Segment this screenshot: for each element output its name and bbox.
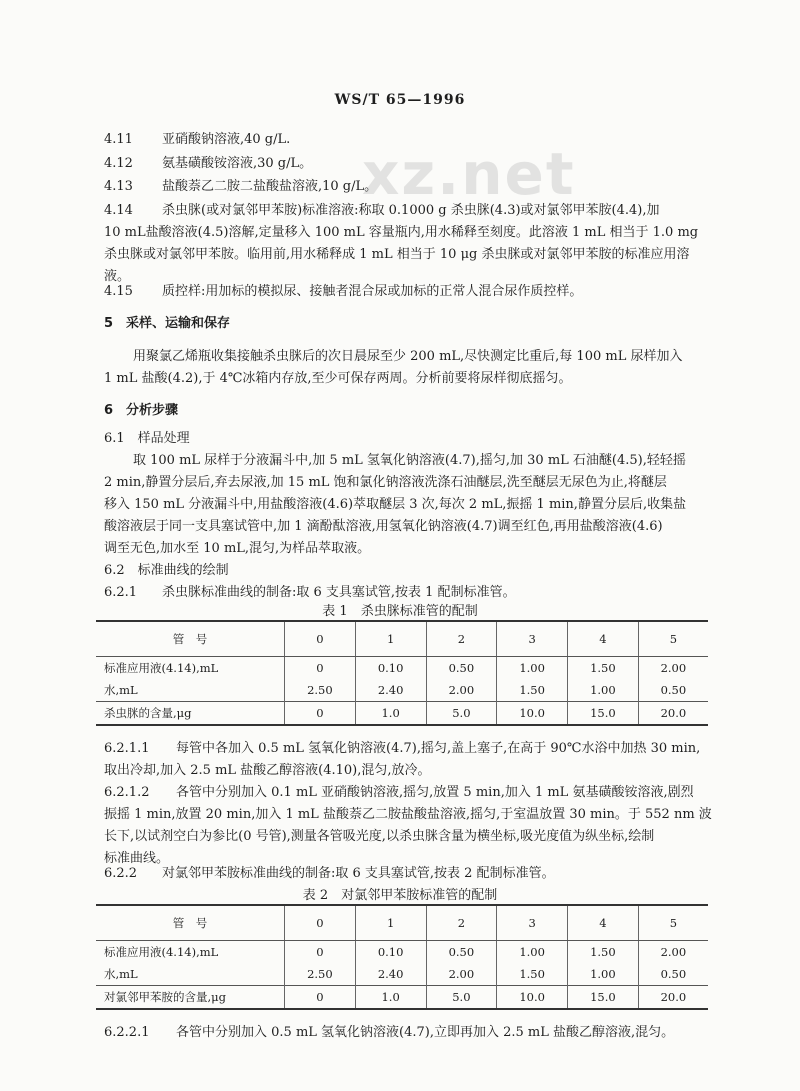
paragraph-line: 液。 — [104, 269, 131, 284]
table-row — [96, 679, 708, 702]
subsection-6-2-heading: 6.2 标准曲线的绘制 — [104, 563, 229, 578]
table-cell: 2.50 — [285, 679, 356, 702]
paragraph-line: 酸溶液层于同一支具塞试管中,加 1 滴酚酞溶液,用氢氧化钠溶液(4.7)调至红色,再用盐酸溶液(4.6) — [104, 519, 663, 534]
table-cell: 15.0 — [568, 702, 639, 726]
clause-number: 6.2.1.1 — [104, 741, 150, 756]
table-2-caption: 表 2 对氯邻甲苯胺标准管的配制 — [302, 888, 498, 903]
clause-number: 4.14 — [104, 203, 133, 218]
table-header-cell: 5 — [638, 621, 708, 657]
table-cell: 15.0 — [568, 986, 639, 1010]
clause-4-15 — [104, 280, 582, 299]
table-1-caption: 表 1 杀虫脒标准管的配制 — [322, 604, 478, 619]
table-cell: 2.00 — [426, 963, 497, 986]
clause-text: 对氯邻甲苯胺标准曲线的制备:取 6 支具塞试管,按表 2 配制标准管。 — [162, 866, 555, 881]
clause-number: 6.2.1.2 — [104, 785, 150, 800]
clause-number: 6.2.2.1 — [104, 1025, 150, 1040]
clause-text: 亚硝酸钠溶液,40 g/L. — [162, 132, 291, 147]
table-cell: 1.00 — [568, 679, 639, 702]
table-cell: 1.50 — [497, 679, 568, 702]
paragraph-line: 调至无色,加水至 10 mL,混匀,为样品萃取液。 — [104, 541, 371, 556]
table-cell: 2.40 — [355, 679, 426, 702]
table-cell: 0.50 — [426, 941, 497, 964]
table-row — [96, 657, 708, 680]
table-row — [96, 941, 708, 964]
table-2 — [96, 904, 708, 1010]
clause-6-2-1-2 — [104, 781, 694, 800]
clause-6-2-1 — [104, 581, 516, 600]
paragraph-line: 振摇 1 min,放置 20 min,加入 1 mL 盐酸萘乙二胺盐酸盐溶液,摇匀,于室温放置 30 min。于 552 nm 波 — [104, 807, 712, 822]
watermark: xz.net — [362, 140, 576, 208]
table-cell: 2.00 — [638, 657, 708, 680]
clause-number: 6.2.1 — [104, 585, 138, 600]
table-header-cell: 管 号 — [96, 905, 285, 941]
table-header-cell: 2 — [426, 905, 497, 941]
clause-6-2-2 — [104, 862, 555, 881]
paragraph-line: 标准曲线。 — [104, 851, 170, 866]
paragraph-line: 1 mL 盐酸(4.2),于 4℃冰箱内存放,至少可保存两周。分析前要将尿样彻底摇匀。 — [104, 371, 572, 386]
table-cell: 0 — [285, 702, 356, 726]
paragraph-line: 移入 150 mL 分液漏斗中,用盐酸溶液(4.6)萃取醚层 3 次,每次 2 mL,振摇 1 min,静置分层后,收集盐 — [104, 497, 687, 512]
clause-number: 4.13 — [104, 179, 133, 194]
clause-text: 各管中分别加入 0.5 mL 氢氧化钠溶液(4.7),立即再加入 2.5 mL 盐酸乙醇溶液,混匀。 — [176, 1025, 675, 1040]
clause-text: 盐酸萘乙二胺二盐酸盐溶液,10 g/L。 — [162, 179, 378, 194]
table-1 — [96, 620, 708, 726]
table-header-cell: 2 — [426, 621, 497, 657]
table-cell: 5.0 — [426, 702, 497, 726]
table-header-cell: 0 — [285, 905, 356, 941]
clause-text: 每管中各加入 0.5 mL 氢氧化钠溶液(4.7),摇匀,盖上塞子,在高于 90℃水浴中加热 30 min, — [176, 741, 701, 756]
table-cell: 20.0 — [638, 986, 708, 1010]
table-cell: 1.50 — [497, 963, 568, 986]
table-cell: 2.00 — [426, 679, 497, 702]
section-5-heading: 5 采样、运输和保存 — [104, 316, 231, 331]
table-cell: 1.50 — [568, 657, 639, 680]
table-cell: 0.10 — [355, 941, 426, 964]
table-cell: 5.0 — [426, 986, 497, 1010]
clause-4-11 — [104, 128, 290, 147]
clause-number: 4.15 — [104, 284, 133, 299]
clause-number: 4.11 — [104, 132, 133, 147]
paragraph-line: 杀虫脒或对氯邻甲苯胺。临用前,用水稀释成 1 mL 相当于 10 μg 杀虫脒或对氯邻甲苯胺的标准应用溶 — [104, 247, 690, 262]
paragraph-line: 取出冷却,加入 2.5 mL 盐酸乙醇溶液(4.10),混匀,放冷。 — [104, 763, 431, 778]
table-row-label: 杀虫脒的含量,μg — [96, 702, 285, 726]
table-cell: 2.00 — [638, 941, 708, 964]
clause-4-12 — [104, 152, 312, 171]
table-cell: 10.0 — [497, 702, 568, 726]
section-6-heading: 6 分析步骤 — [104, 403, 179, 418]
paragraph-line: 用聚氯乙烯瓶收集接触杀虫脒后的次日晨尿至少 200 mL,尽快测定比重后,每 100 mL 尿样加入 — [133, 349, 683, 364]
table-cell: 1.00 — [497, 941, 568, 964]
clause-number: 4.12 — [104, 156, 133, 171]
table-cell: 1.0 — [355, 702, 426, 726]
table-cell: 0 — [285, 941, 356, 964]
table-cell: 10.0 — [497, 986, 568, 1010]
clause-text: 各管中分别加入 0.1 mL 亚硝酸钠溶液,摇匀,放置 5 min,加入 1 mL 氨基磺酸铵溶液,剧烈 — [176, 785, 694, 800]
clause-text: 杀虫脒(或对氯邻甲苯胺)标准溶液:称取 0.1000 g 杀虫脒(4.3)或对氯邻甲苯胺(4.4),加 — [162, 203, 660, 218]
table-cell: 1.00 — [568, 963, 639, 986]
paragraph-line: 长下,以试剂空白为参比(0 号管),测量各管吸光度,以杀虫脒含量为横坐标,吸光度值为纵坐标,绘制 — [104, 829, 655, 844]
table-header-cell: 1 — [355, 905, 426, 941]
table-row — [96, 963, 708, 986]
table-header-cell: 1 — [355, 621, 426, 657]
table-header-row — [96, 621, 708, 657]
clause-text: 氨基磺酸铵溶液,30 g/L。 — [162, 156, 313, 171]
clause-6-2-1-1 — [104, 737, 700, 756]
table-cell: 0 — [285, 657, 356, 680]
table-cell: 1.0 — [355, 986, 426, 1010]
table-row — [96, 986, 708, 1010]
clause-number: 6.2.2 — [104, 866, 138, 881]
clause-text: 质控样:用加标的模拟尿、接触者混合尿或加标的正常人混合尿作质控样。 — [162, 284, 583, 299]
clause-4-14 — [104, 199, 660, 218]
subsection-6-1-heading: 6.1 样品处理 — [104, 431, 190, 446]
table-cell: 2.40 — [355, 963, 426, 986]
clause-text: 杀虫脒标准曲线的制备:取 6 支具塞试管,按表 1 配制标准管。 — [162, 585, 516, 600]
table-header-row — [96, 905, 708, 941]
table-header-cell: 3 — [497, 905, 568, 941]
table-cell: 20.0 — [638, 702, 708, 726]
table-header-cell: 4 — [568, 905, 639, 941]
paragraph-line: 2 min,静置分层后,弃去尿液,加 15 mL 饱和氯化钠溶液洗涤石油醚层,洗至醚层无尿色为止,将醚层 — [104, 475, 667, 490]
table-header-cell: 3 — [497, 621, 568, 657]
paragraph-line: 10 mL盐酸溶液(4.5)溶解,定量移入 100 mL 容量瓶内,用水稀释至刻度。此溶液 1 mL 相当于 1.0 mg — [104, 225, 699, 240]
table-header-cell: 0 — [285, 621, 356, 657]
table-row — [96, 702, 708, 726]
table-row-label: 水,mL — [96, 679, 285, 702]
table-header-cell: 5 — [638, 905, 708, 941]
table-row-label: 水,mL — [96, 963, 285, 986]
table-cell: 0 — [285, 986, 356, 1010]
page-header: WS/T 65—1996 — [334, 92, 466, 108]
paragraph-line: 取 100 mL 尿样于分液漏斗中,加 5 mL 氢氧化钠溶液(4.7),摇匀,加 30 mL 石油醚(4.5),轻轻摇 — [133, 453, 686, 468]
table-row-label: 对氯邻甲苯胺的含量,μg — [96, 986, 285, 1010]
table-cell: 0.50 — [426, 657, 497, 680]
table-header-cell: 4 — [568, 621, 639, 657]
table-cell: 2.50 — [285, 963, 356, 986]
table-header-cell: 管 号 — [96, 621, 285, 657]
table-cell: 1.50 — [568, 941, 639, 964]
table-cell: 0.50 — [638, 679, 708, 702]
table-cell: 0.50 — [638, 963, 708, 986]
table-row-label: 标准应用液(4.14),mL — [96, 941, 285, 964]
clause-4-13 — [104, 175, 377, 194]
table-row-label: 标准应用液(4.14),mL — [96, 657, 285, 680]
clause-6-2-2-1 — [104, 1021, 674, 1040]
table-cell: 1.00 — [497, 657, 568, 680]
table-cell: 0.10 — [355, 657, 426, 680]
